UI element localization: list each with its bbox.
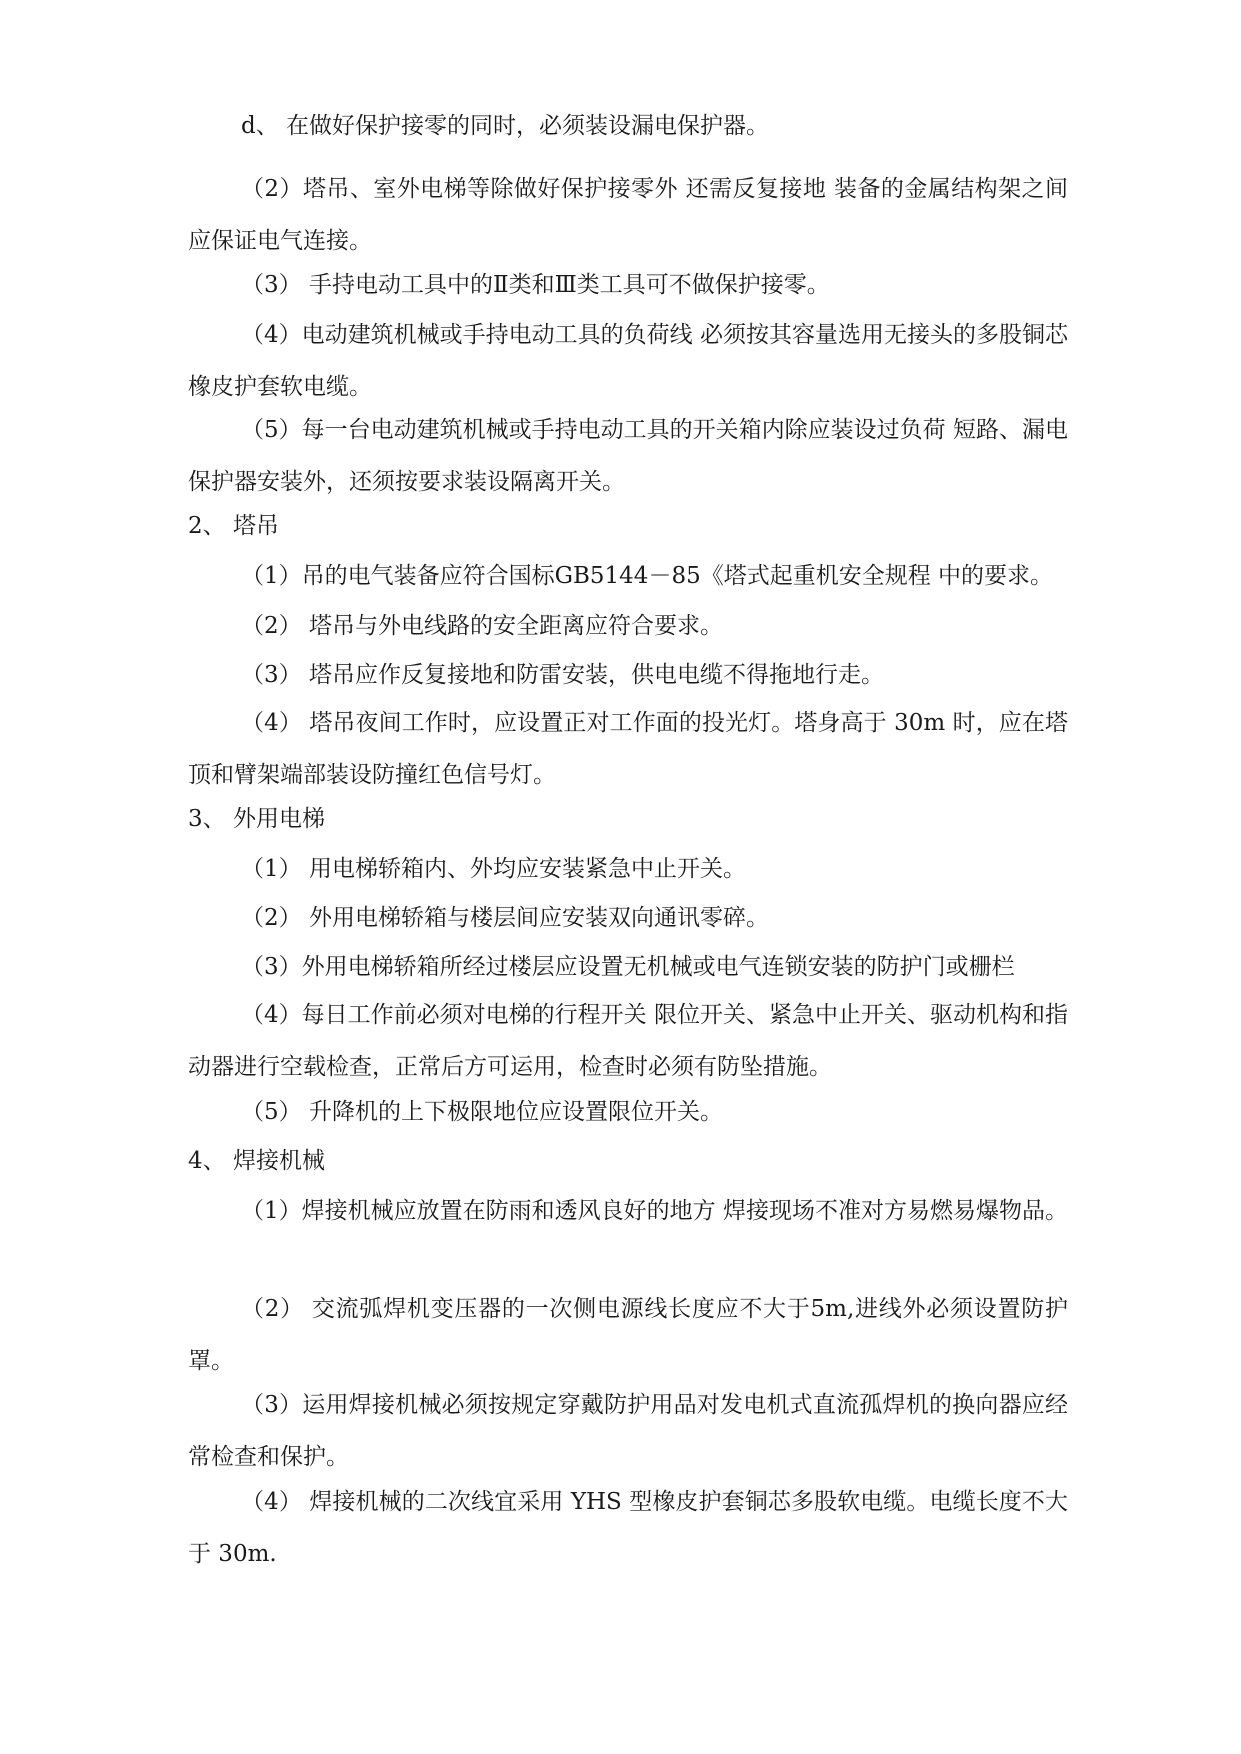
section-heading-4: 4、 焊接机械 — [188, 1148, 325, 1174]
section-heading-2: 2、 塔吊 — [188, 513, 279, 539]
paragraph-3-2: （2） 外用电梯轿箱与楼层间应安装双向通讯零碎。 — [241, 905, 769, 931]
paragraph-4-2: （2） 交流弧焊机变压器的一次侧电源线长度应不大于5m,进线外必须设置防护罩。 — [188, 1296, 1068, 1374]
paragraph-4-1: （1）焊接机械应放置在防雨和透风良好的地方 焊接现场不准对方易燃易爆物品。 — [241, 1198, 1068, 1224]
paragraph-2-1: （1）吊的电气装备应符合国标GB5144－85《塔式起重机安全规程 中的要求。 — [241, 563, 1054, 589]
paragraph-3-3: （3）外用电梯轿箱所经过楼层应设置无机械或电气连锁安装的防护门或栅栏 — [241, 954, 1015, 980]
paragraph-1-4: （4）电动建筑机械或手持电动工具的负荷线 必须按其容量选用无接头的多股铜芯橡皮护套软电缆。 — [188, 322, 1068, 400]
paragraph-2-4: （4） 塔吊夜间工作时，应设置正对工作面的投光灯。塔身高于 30m 时，应在塔顶和臂架端部装设防撞红色信号灯。 — [188, 710, 1068, 788]
paragraph-3-5: （5） 升降机的上下极限地位应设置限位开关。 — [241, 1099, 723, 1125]
paragraph-1-5: （5）每一台电动建筑机械或手持电动工具的开关箱内除应装设过负荷 短路、漏电保护器安装外，还须按要求装设隔离开关。 — [188, 417, 1068, 495]
paragraph-2-3: （3） 塔吊应作反复接地和防雷安装，供电电缆不得拖地行走。 — [241, 662, 884, 688]
paragraph-3-1: （1） 用电梯轿箱内、外均应安装紧急中止开关。 — [241, 856, 746, 882]
paragraph-4-4: （4） 焊接机械的二次线宜采用 YHS 型橡皮护套铜芯多股软电缆。电缆长度不大于 30m. — [188, 1489, 1068, 1567]
paragraph-d: d、 在做好保护接零的同时，必须装设漏电保护器。 — [241, 113, 770, 139]
paragraph-4-3: （3）运用焊接机械必须按规定穿戴防护用品对发电机式直流孤焊机的换向器应经常检查和保护。 — [188, 1392, 1068, 1470]
paragraph-1-3: （3） 手持电动工具中的Ⅱ类和Ⅲ类工具可不做保护接零。 — [241, 272, 830, 298]
paragraph-2-2: （2） 塔吊与外电线路的安全距离应符合要求。 — [241, 613, 723, 639]
paragraph-3-4: （4）每日工作前必须对电梯的行程开关 限位开关、紧急中止开关、驱动机构和指动器进行空载检查，正常后方可运用，检查时必须有防坠措施。 — [188, 1002, 1068, 1080]
paragraph-1-2: （2）塔吊、室外电梯等除做好保护接零外 还需反复接地 装备的金属结构架之间应保证电气连接。 — [188, 176, 1068, 254]
section-heading-3: 3、 外用电梯 — [188, 806, 325, 832]
